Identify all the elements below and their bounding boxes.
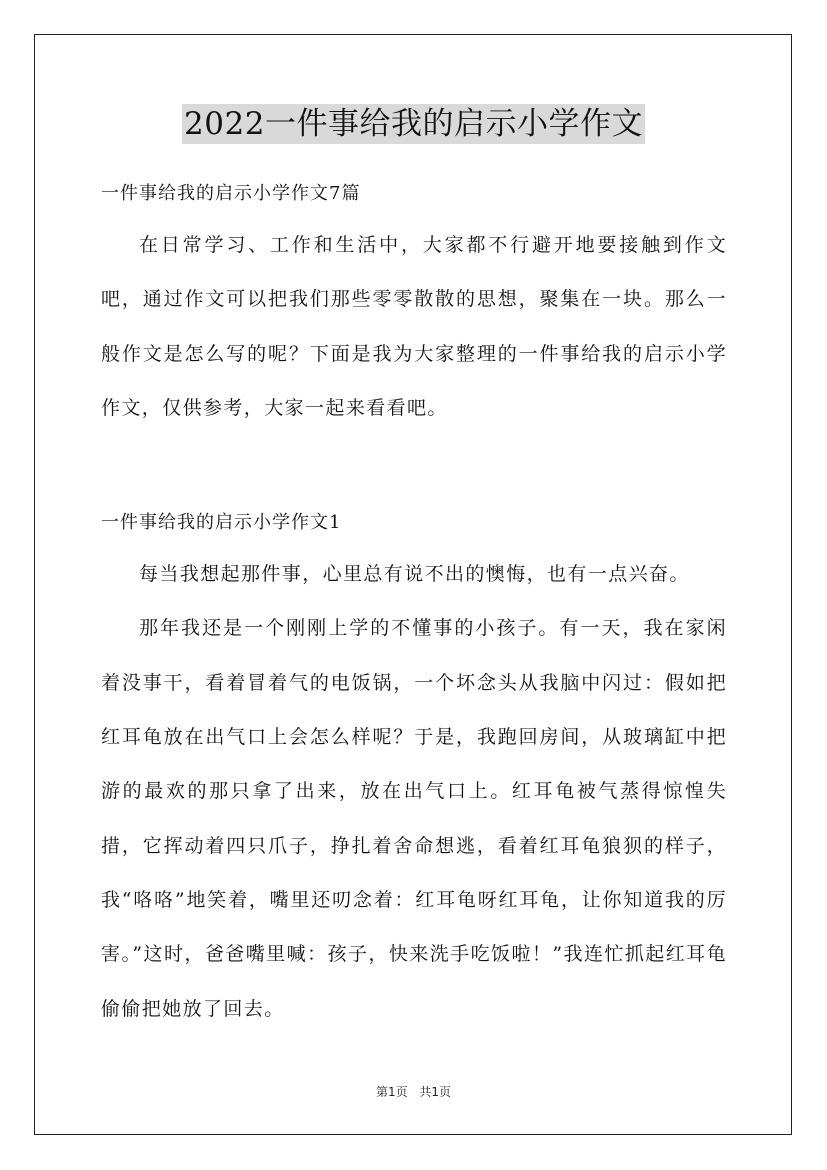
main-heading: 一件事给我的启示小学作文7篇 <box>101 183 361 204</box>
page-number-current: 第1页 <box>375 1085 408 1099</box>
section-1-paragraph-2: 那年我还是一个刚刚上学的不懂事的小孩子。有一天，我在家闲着没事干，看着冒着气的电饭锅，一个坏念头从我脑中闪过：假如把红耳龟放在出气口上会怎么样呢？于是，我跑回房间，从玻璃缸中把游的最欢的那只拿了出来，放在出气口上。红耳龟被气蒸得惊惶失措，它挥动着四只爪子，挣扎着舍命想逃，看着红耳龟狼狈的样子，我“咯咯”地笑着，嘴里还叨念着：红耳龟呀红耳龟，让你知道我的厉害。”这时，爸爸嘴里喊：孩子，快来洗手吃饭啦！”我连忙抓起红耳龟偷偷把她放了回去。 <box>101 617 727 1020</box>
page-footer <box>0 1083 827 1101</box>
section-spacer <box>101 435 727 501</box>
document-body <box>101 172 727 1036</box>
page-number-total: 共1页 <box>419 1085 452 1099</box>
section-1-paragraph-1: 每当我想起那件事，心里总有说不出的懊悔，也有一点兴奋。 <box>139 563 690 586</box>
document-title: 2022一件事给我的启示小学作文 <box>184 106 643 142</box>
intro-paragraph: 在日常学习、工作和生活中，大家都不行避开地要接触到作文吧，通过作文可以把我们那些零零散散的思想，聚集在一块。那么一般作文是怎么写的呢？下面是我为大家整理的一件事给我的启示小学作文，仅供参考，大家一起来看看吧。 <box>101 234 727 419</box>
section-1-heading: 一件事给我的启示小学作文1 <box>101 512 342 534</box>
title-area <box>0 104 827 144</box>
